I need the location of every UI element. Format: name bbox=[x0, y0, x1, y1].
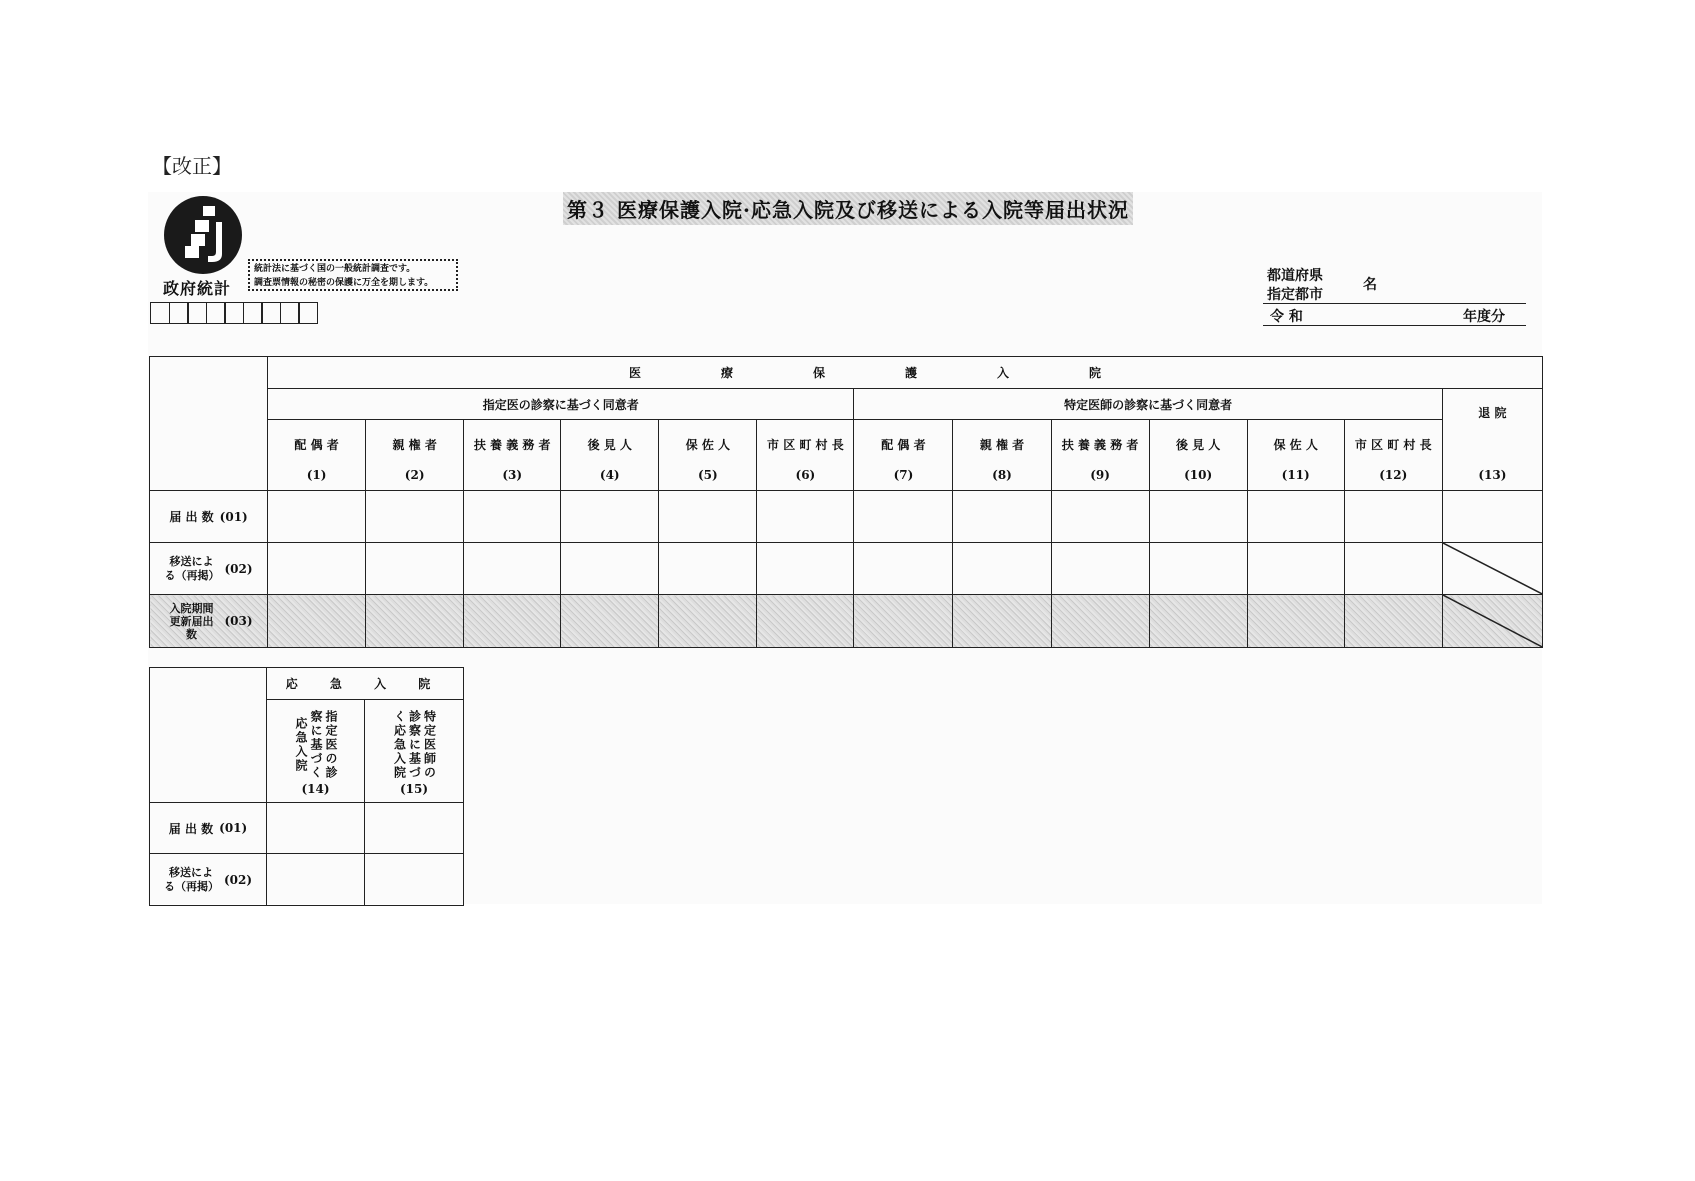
row-code: (01) bbox=[219, 821, 248, 835]
data-cell[interactable] bbox=[464, 543, 561, 595]
column-label: 親 権 者 bbox=[979, 438, 1025, 452]
group-header: 医療保護入院 bbox=[268, 357, 1543, 389]
data-cell[interactable] bbox=[561, 491, 659, 543]
row-label: 届 出 数 bbox=[169, 510, 214, 524]
corner-cell bbox=[150, 357, 268, 491]
code-box[interactable] bbox=[280, 302, 300, 324]
column-label: 扶 養 義 務 者 bbox=[1061, 438, 1139, 452]
column-num: (6) bbox=[795, 468, 816, 482]
revised-label: 【改正】 bbox=[152, 154, 232, 178]
data-cell[interactable] bbox=[757, 595, 854, 648]
column-num: (1) bbox=[306, 468, 327, 482]
column-num: (15) bbox=[399, 782, 429, 796]
column-label: 市 区 町 村 長 bbox=[767, 438, 844, 452]
emergency-admission-table bbox=[149, 667, 464, 906]
row-code: (03) bbox=[224, 614, 253, 628]
column-header bbox=[267, 700, 365, 803]
data-cell[interactable] bbox=[267, 803, 365, 854]
row-code: (02) bbox=[224, 561, 253, 576]
form-title: 第３ 医療保護入院·応急入院及び移送による入院等届出状況 bbox=[563, 192, 1133, 225]
data-cell[interactable] bbox=[365, 854, 464, 906]
data-cell[interactable] bbox=[659, 543, 757, 595]
row-header bbox=[150, 595, 268, 648]
crossed-cell bbox=[1442, 595, 1542, 648]
column-label: 市 区 町 村 長 bbox=[1354, 438, 1432, 452]
statistics-notice bbox=[248, 259, 458, 291]
code-box[interactable] bbox=[169, 302, 189, 324]
name-suffix: 名 bbox=[1363, 277, 1377, 293]
data-cell[interactable] bbox=[1247, 491, 1344, 543]
row-header bbox=[150, 491, 268, 543]
column-header bbox=[366, 420, 464, 491]
data-cell[interactable] bbox=[659, 491, 757, 543]
column-num: (14) bbox=[301, 782, 330, 796]
data-cell[interactable] bbox=[268, 543, 366, 595]
data-cell[interactable] bbox=[953, 595, 1051, 648]
row-label: 移送による（再掲） bbox=[163, 865, 219, 893]
data-cell[interactable] bbox=[757, 543, 854, 595]
data-cell[interactable] bbox=[854, 491, 953, 543]
column-header bbox=[659, 420, 757, 491]
data-cell[interactable] bbox=[464, 595, 561, 648]
designated-city-label: 指定都市 bbox=[1267, 287, 1323, 303]
data-cell[interactable] bbox=[757, 491, 854, 543]
data-cell[interactable] bbox=[366, 491, 464, 543]
column-label: 指定医の診察に基づく応急入院 bbox=[294, 710, 338, 780]
data-cell[interactable] bbox=[953, 491, 1051, 543]
government-statistics-logo-icon bbox=[164, 196, 242, 274]
column-num: (2) bbox=[404, 468, 425, 482]
data-cell[interactable] bbox=[366, 595, 464, 648]
row-label: 届 出 数 bbox=[168, 821, 214, 836]
row-header bbox=[150, 854, 267, 906]
crossed-cell bbox=[1442, 543, 1542, 595]
column-label: 扶 養 義 務 者 bbox=[473, 438, 551, 452]
discharge-header bbox=[1442, 389, 1542, 491]
column-num: (11) bbox=[1281, 468, 1310, 482]
column-num: (7) bbox=[893, 468, 914, 482]
data-cell[interactable] bbox=[1051, 491, 1149, 543]
code-box[interactable] bbox=[261, 302, 281, 324]
code-box[interactable] bbox=[150, 302, 170, 324]
column-label: 後 見 人 bbox=[587, 438, 632, 452]
code-box[interactable] bbox=[298, 302, 318, 324]
code-box[interactable] bbox=[187, 302, 207, 324]
code-box[interactable] bbox=[243, 302, 263, 324]
data-cell[interactable] bbox=[953, 543, 1051, 595]
data-cell[interactable] bbox=[1247, 595, 1344, 648]
data-cell[interactable] bbox=[366, 543, 464, 595]
data-cell[interactable] bbox=[1149, 543, 1247, 595]
data-cell[interactable] bbox=[1149, 491, 1247, 543]
row-label: 入院期間更新届出数 bbox=[169, 601, 214, 641]
column-label: 後 見 人 bbox=[1175, 438, 1221, 452]
column-label: 保 佐 人 bbox=[1273, 438, 1318, 452]
data-cell[interactable] bbox=[561, 543, 659, 595]
data-cell[interactable] bbox=[1247, 543, 1344, 595]
column-header bbox=[1149, 420, 1247, 491]
data-cell[interactable] bbox=[854, 595, 953, 648]
discharge-num: (13) bbox=[1478, 467, 1507, 482]
data-cell[interactable] bbox=[1344, 543, 1442, 595]
column-num: (3) bbox=[502, 468, 523, 482]
sub-header-specified: 特定医師の診察に基づく同意者 bbox=[854, 389, 1442, 420]
data-cell[interactable] bbox=[854, 543, 953, 595]
column-label: 特定医師の診察に基づく応急入院 bbox=[392, 710, 437, 780]
prefecture-label: 都道府県 bbox=[1267, 268, 1323, 284]
column-label: 配 偶 者 bbox=[294, 438, 339, 452]
discharge-label: 退 院 bbox=[1478, 405, 1507, 420]
data-cell[interactable] bbox=[1051, 595, 1149, 648]
column-header bbox=[561, 420, 659, 491]
column-header bbox=[757, 420, 854, 491]
logo-text: 政府統計 bbox=[163, 279, 232, 298]
notice-line-2: 調査票情報の秘密の保護に万全を期します。 bbox=[254, 278, 434, 288]
year-suffix: 年度分 bbox=[1463, 309, 1505, 325]
data-cell[interactable] bbox=[1344, 595, 1442, 648]
data-cell[interactable] bbox=[659, 595, 757, 648]
data-cell[interactable] bbox=[1149, 595, 1247, 648]
data-cell[interactable] bbox=[1344, 491, 1442, 543]
column-label: 配 偶 者 bbox=[881, 438, 926, 452]
era-label: 令 和 bbox=[1270, 309, 1303, 325]
data-cell[interactable] bbox=[561, 595, 659, 648]
column-num: (4) bbox=[599, 468, 620, 482]
column-header bbox=[854, 420, 953, 491]
column-label: 親 権 者 bbox=[392, 438, 437, 452]
row-code: (02) bbox=[223, 872, 253, 887]
column-num: (5) bbox=[697, 468, 718, 482]
column-header bbox=[1344, 420, 1442, 491]
corner-cell bbox=[150, 668, 267, 803]
code-box[interactable] bbox=[206, 302, 226, 324]
data-cell[interactable] bbox=[268, 595, 366, 648]
row-header bbox=[150, 543, 268, 595]
data-cell[interactable] bbox=[1051, 543, 1149, 595]
column-num: (10) bbox=[1184, 468, 1213, 482]
medical-protection-table bbox=[149, 356, 1543, 648]
code-box[interactable] bbox=[224, 302, 244, 324]
row-code: (01) bbox=[219, 509, 248, 524]
row-header bbox=[150, 803, 267, 854]
column-header bbox=[464, 420, 561, 491]
column-header bbox=[365, 700, 464, 803]
data-cell[interactable] bbox=[365, 803, 464, 854]
column-header bbox=[268, 420, 366, 491]
column-header bbox=[953, 420, 1051, 491]
column-label: 保 佐 人 bbox=[685, 438, 730, 452]
data-cell[interactable] bbox=[268, 491, 366, 543]
code-boxes bbox=[150, 302, 317, 324]
column-num: (8) bbox=[992, 468, 1012, 482]
column-header bbox=[1247, 420, 1344, 491]
emergency-group-header: 応 急 入 院 bbox=[267, 668, 464, 700]
notice-line-1: 統計法に基づく国の一般統計調査です。 bbox=[254, 264, 416, 274]
column-num: (9) bbox=[1090, 468, 1110, 482]
data-cell[interactable] bbox=[464, 491, 561, 543]
column-header bbox=[1051, 420, 1149, 491]
data-cell[interactable] bbox=[1442, 491, 1542, 543]
row-label: 移送による（再掲） bbox=[164, 554, 220, 582]
sub-header-designated: 指定医の診察に基づく同意者 bbox=[268, 389, 854, 420]
data-cell[interactable] bbox=[267, 854, 365, 906]
column-num: (12) bbox=[1379, 468, 1408, 482]
